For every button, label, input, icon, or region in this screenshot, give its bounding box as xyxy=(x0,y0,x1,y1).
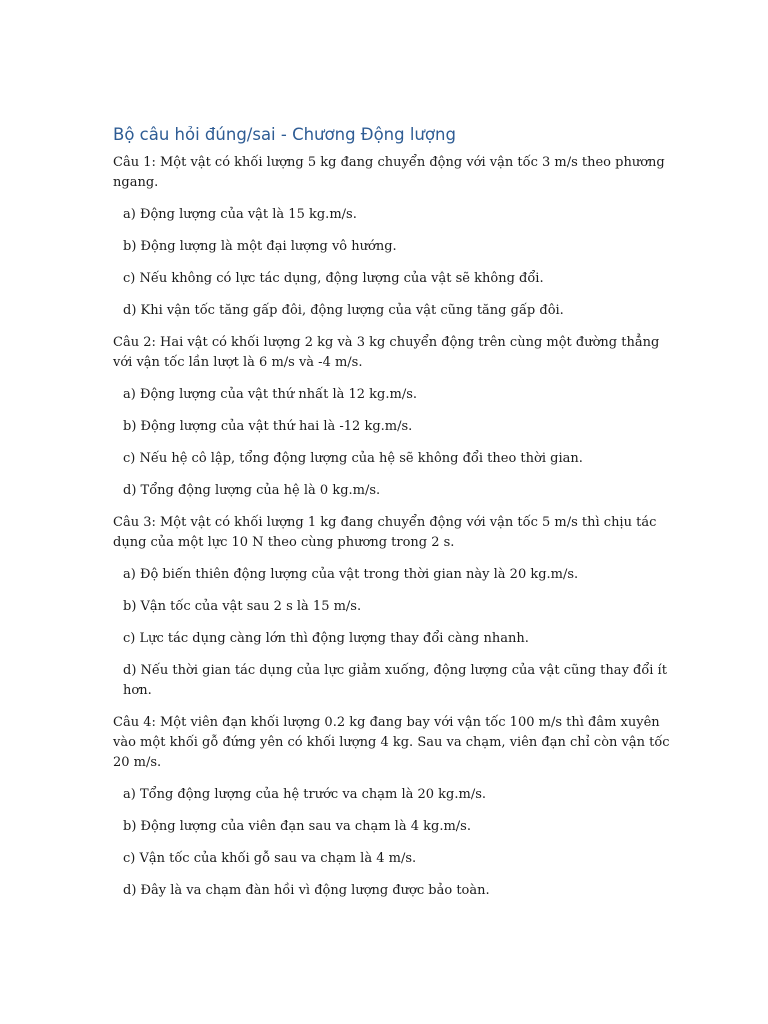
question-3-text: Câu 3: Một vật có khối lượng 1 kg đang chuyển động với vận tốc 5 m/s thì chịu tác dụng của một lực 10 N theo cùng phương trong 2 s. xyxy=(113,515,657,550)
question-1-option-c: c) Nếu không có lực tác dụng, động lượng của vật sẽ không đổi. xyxy=(123,271,544,286)
document-title: Bộ câu hỏi đúng/sai - Chương Động lượng xyxy=(113,125,456,144)
question-3-option-a: a) Độ biến thiên động lượng của vật trong thời gian này là 20 kg.m/s. xyxy=(123,567,579,582)
question-2-text: Câu 2: Hai vật có khối lượng 2 kg và 3 kg chuyển động trên cùng một đường thẳng với vận tốc lần lượt là 6 m/s và -4 m/s. xyxy=(113,335,660,370)
question-2-option-c: c) Nếu hệ cô lập, tổng động lượng của hệ sẽ không đổi theo thời gian. xyxy=(123,451,583,466)
question-2-option-d: d) Tổng động lượng của hệ là 0 kg.m/s. xyxy=(123,483,381,498)
question-4-option-d: d) Đây là va chạm đàn hồi vì động lượng được bảo toàn. xyxy=(123,883,490,898)
question-1-option-a: a) Động lượng của vật là 15 kg.m/s. xyxy=(123,207,357,222)
question-3-option-d: d) Nếu thời gian tác dụng của lực giảm xuống, động lượng của vật cũng thay đổi ít hơn. xyxy=(123,663,667,698)
question-1-option-b: b) Động lượng là một đại lượng vô hướng. xyxy=(123,239,397,254)
question-1-option-d: d) Khi vận tốc tăng gấp đôi, động lượng của vật cũng tăng gấp đôi. xyxy=(123,303,564,318)
question-3 xyxy=(113,513,673,701)
question-1 xyxy=(113,153,673,321)
question-4 xyxy=(113,713,673,901)
question-3-option-c: c) Lực tác dụng càng lớn thì động lượng thay đổi càng nhanh. xyxy=(123,631,529,646)
question-2-option-a: a) Động lượng của vật thứ nhất là 12 kg.m/s. xyxy=(123,387,417,402)
question-4-option-c: c) Vận tốc của khối gỗ sau va chạm là 4 m/s. xyxy=(123,851,417,866)
question-4-option-a: a) Tổng động lượng của hệ trước va chạm là 20 kg.m/s. xyxy=(123,787,486,802)
question-4-option-b: b) Động lượng của viên đạn sau va chạm là 4 kg.m/s. xyxy=(123,819,471,834)
question-1-text: Câu 1: Một vật có khối lượng 5 kg đang chuyển động với vận tốc 3 m/s theo phương ngang. xyxy=(113,155,665,190)
question-2 xyxy=(113,333,673,501)
question-3-option-b: b) Vận tốc của vật sau 2 s là 15 m/s. xyxy=(123,599,362,614)
document-page xyxy=(113,124,673,913)
question-2-option-b: b) Động lượng của vật thứ hai là -12 kg.m/s. xyxy=(123,419,413,434)
question-4-text: Câu 4: Một viên đạn khối lượng 0.2 kg đang bay với vận tốc 100 m/s thì đâm xuyên vào một khối gỗ đứng yên có khối lượng 4 kg. Sau va chạm, viên đạn chỉ còn vận tốc 20 m/s. xyxy=(113,715,670,770)
